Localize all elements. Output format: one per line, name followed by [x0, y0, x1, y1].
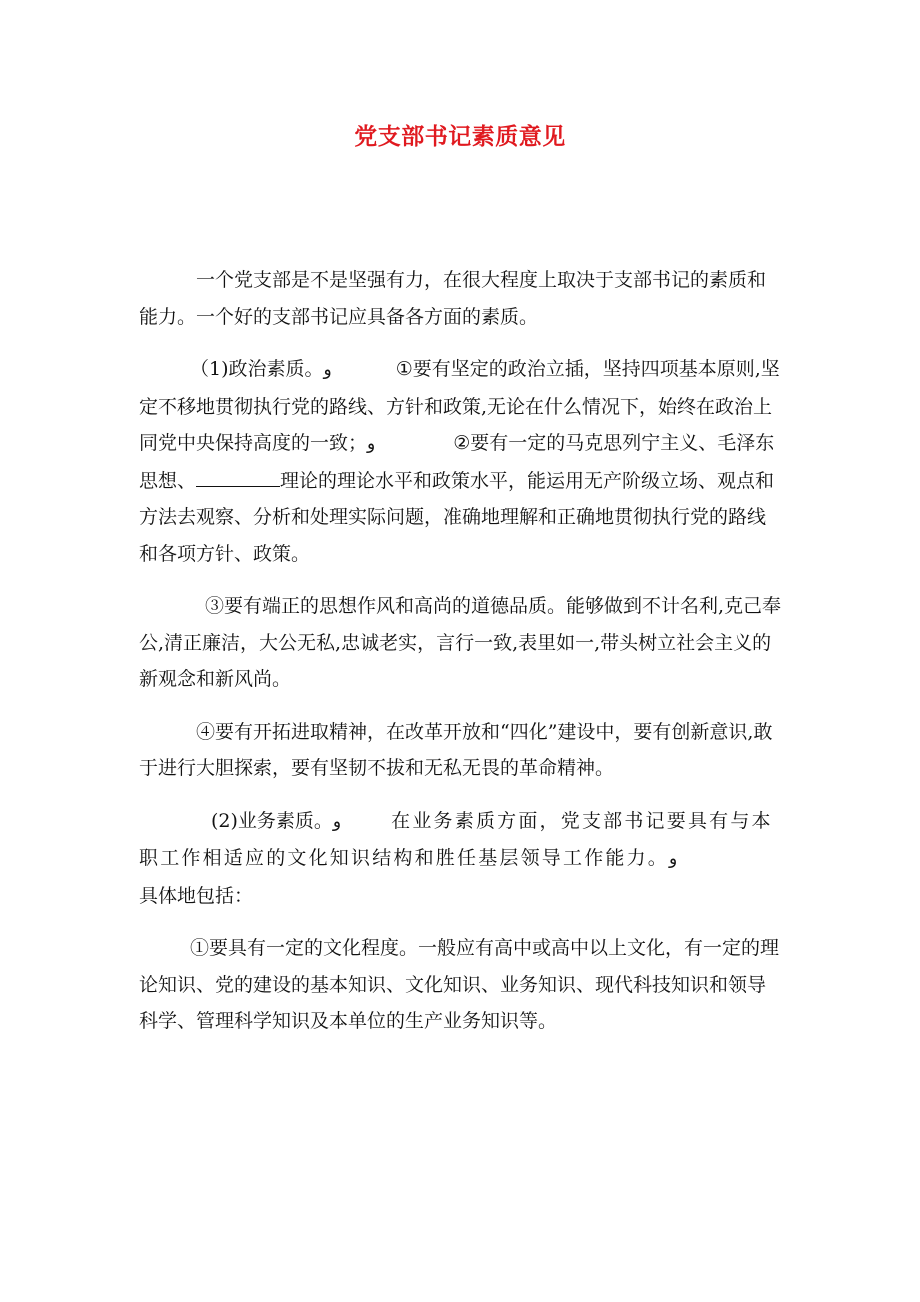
section-heading-business: (2)业务素质。	[211, 809, 333, 832]
business-intro: 在业务素质方面，党支部书记要具有与本职工作相适应的文化知识结构和胜任基层领导工作能力。	[139, 809, 773, 869]
paragraph-political-quality	[139, 351, 784, 572]
page-title: 党支部书记素质意见	[354, 123, 566, 150]
political-item-2a: ②要有一定的马克思列宁主义、毛泽东思想、	[139, 432, 775, 492]
paragraph-intro: 一个党支部是不是坚强有力，在很大程度上取决于支部书记的素质和能力。一个好的支部书记应具备各方面的素质。	[139, 269, 767, 328]
paragraph-mark: و	[332, 811, 342, 832]
paragraph-business-quality	[139, 803, 784, 915]
paragraph-moral-quality: ③要有端正的思想作风和高尚的道德品质。能够做到不计名利,克己奉公,清正廉洁，大公无私,忠诚老实，言行一致,表里如一,带头树立社会主义的新观念和新风尚。	[139, 595, 782, 690]
paragraph-cultural-level: ①要具有一定的文化程度。一般应有高中或高中以上文化，有一定的理论知识、党的建设的基本知识、文化知识、业务知识、现代科技知识和领导科学、管理科学知识及本单位的生产业务知识等。	[139, 937, 780, 1032]
business-intro-continued: 具体地包括：	[139, 884, 254, 907]
political-item-1: ①要有坚定的政治立插，坚持四项基本原则,坚定不移地贯彻执行党的路线、方针和政策,无论在什么情况下，始终在政治上同党中央保持高度的一致；	[139, 358, 780, 454]
paragraph-mark: و	[367, 434, 376, 454]
paragraph-pioneering-spirit: ④要有开拓进取精神，在改革开放和“四化”建设中，要有创新意识,敢于进行大胆探索，要有坚韧不拔和无私无畏的革命精神。	[139, 720, 773, 779]
political-item-2b: 理论的理论水平和政策水平，能运用无产阶级立场、观点和方法去观察、分析和处理实际问题，准确地理解和正确地贯彻执行党的路线和各项方针、政策。	[139, 469, 775, 565]
fill-in-blank	[196, 467, 280, 487]
paragraph-mark: و	[323, 360, 332, 380]
paragraph-mark: و	[669, 849, 678, 869]
document-body	[139, 262, 784, 1040]
section-heading-political: （1)政治素质。	[190, 358, 324, 380]
